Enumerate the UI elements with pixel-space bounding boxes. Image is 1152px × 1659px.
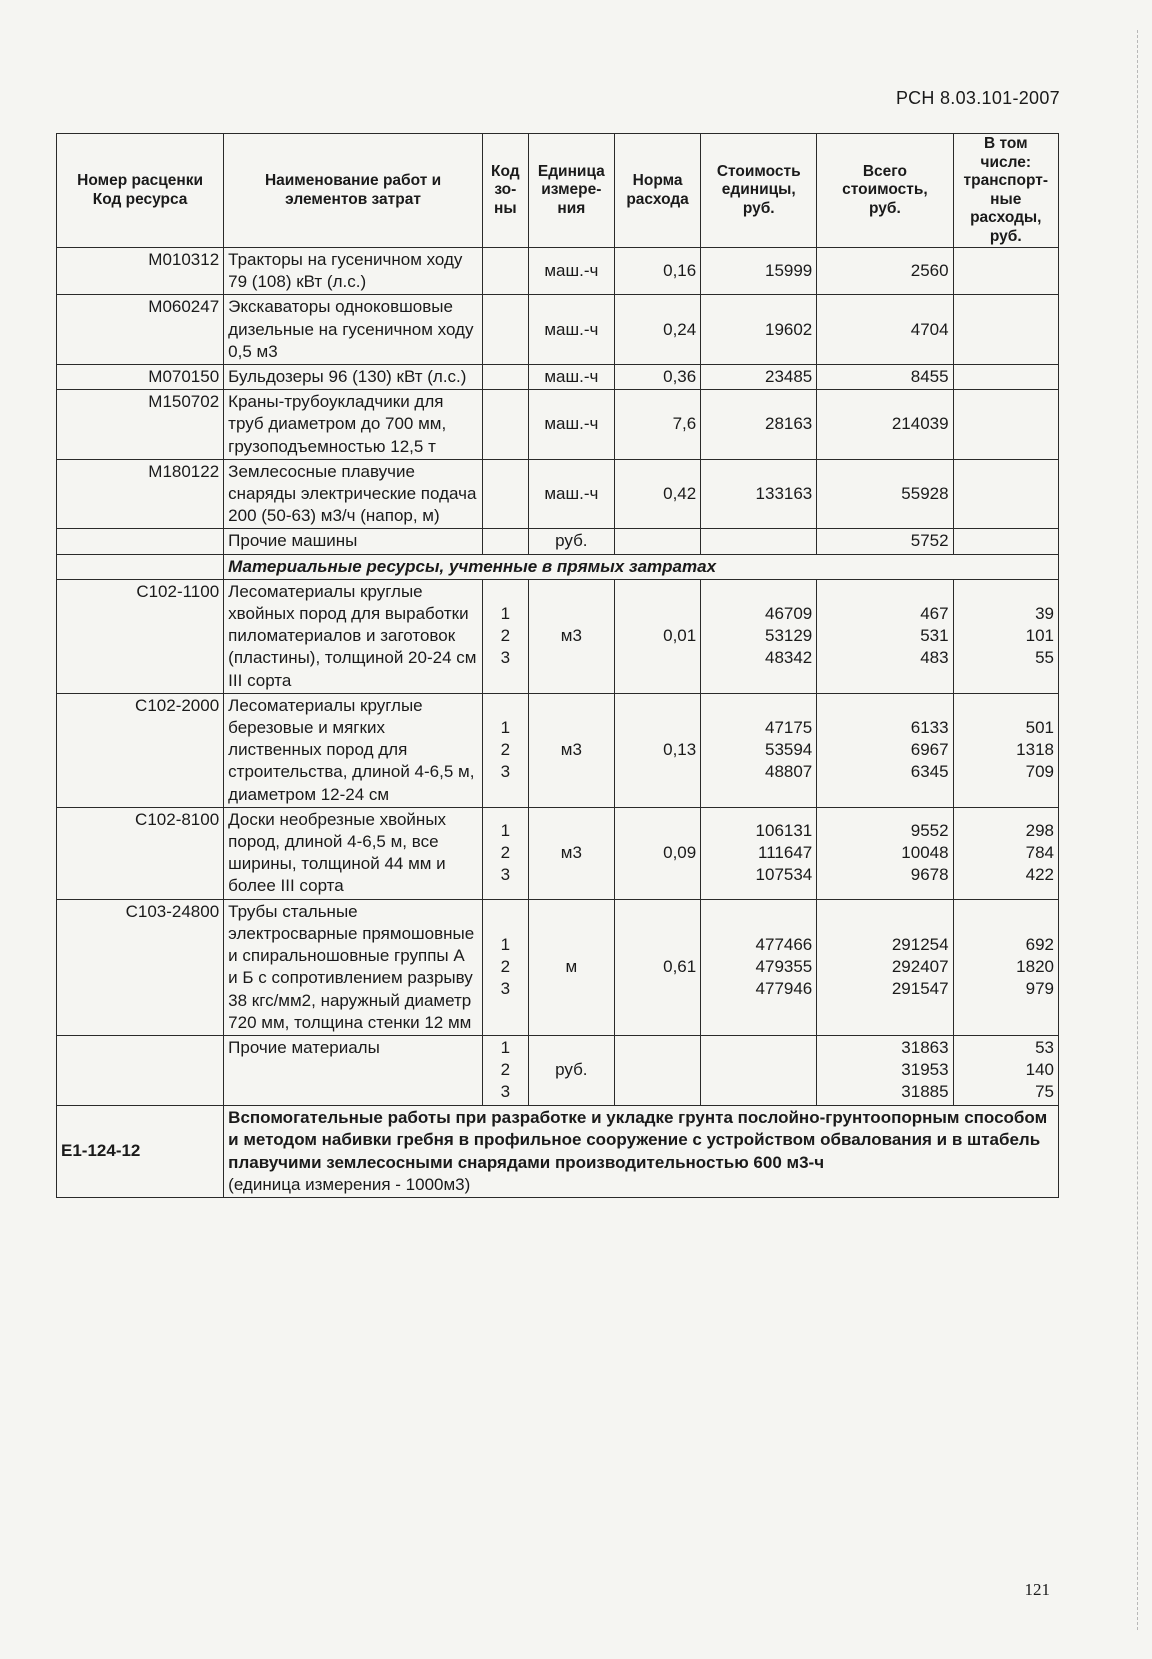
col-header-total: Всего стоимость, руб. [817,134,953,248]
table-row [57,693,1059,807]
consumption-rate [614,1035,700,1105]
unit: м3 [528,693,614,807]
resource-name: Землесосные плавучие снаряды электрические подача 200 (50-63) м3/ч (напор, м) [224,459,483,529]
total-cost: 55928 [817,459,953,529]
page-edge [1136,30,1138,1630]
resource-name: Трубы стальные электросварные прямошовные и спиральношовные группы А и Б с сопротивлением разрыву 38 кгс/мм2, наружный диаметр 720 мм, толщина стенки 12 мм [224,899,483,1035]
zone-code [482,248,528,295]
section-title: Материальные ресурсы, учтенные в прямых затратах [224,554,1059,579]
rate-description [224,1105,1059,1198]
transport-cost: 39 101 55 [953,579,1058,693]
rates-table [56,133,1059,1198]
resource-code: М010312 [57,248,224,295]
unit: маш.-ч [528,459,614,529]
table-row [57,248,1059,295]
resource-code: С102-2000 [57,693,224,807]
transport-cost: 501 1318 709 [953,693,1058,807]
resource-name: Тракторы на гусеничном ходу 79 (108) кВт (л.с.) [224,248,483,295]
unit: руб. [528,529,614,554]
col-header-zone: Код зо- ны [482,134,528,248]
zone-code: 1 2 3 [482,579,528,693]
col-header-unit: Единица измере- ния [528,134,614,248]
consumption-rate: 0,09 [614,807,700,899]
unit-cost: 23485 [701,365,817,390]
unit-cost: 477466 479355 477946 [701,899,817,1035]
zone-code: 1 2 3 [482,693,528,807]
resource-code: С103-24800 [57,899,224,1035]
resource-name: Бульдозеры 96 (130) кВт (л.с.) [224,365,483,390]
transport-cost [953,459,1058,529]
transport-cost [953,390,1058,460]
unit: маш.-ч [528,365,614,390]
consumption-rate: 0,16 [614,248,700,295]
unit-cost [701,529,817,554]
unit-cost: 19602 [701,295,817,365]
consumption-rate [614,529,700,554]
resource-name: Лесоматериалы круглые хвойных пород для выработки пиломатериалов и заготовок (пластины), толщиной 20-24 см III сорта [224,579,483,693]
unit: маш.-ч [528,248,614,295]
col-header-transport: В том числе: транспорт- ные расходы, руб. [953,134,1058,248]
resource-code: М180122 [57,459,224,529]
total-cost: 9552 10048 9678 [817,807,953,899]
table-row [57,899,1059,1035]
zone-code [482,390,528,460]
resource-code: М060247 [57,295,224,365]
zone-code [482,365,528,390]
zone-code: 1 2 3 [482,807,528,899]
unit-cost: 46709 53129 48342 [701,579,817,693]
resource-name: Краны-трубоукладчики для труб диаметром до 700 мм, грузоподъемностью 12,5 т [224,390,483,460]
resource-code [57,529,224,554]
unit: м [528,899,614,1035]
unit-cost: 106131 111647 107534 [701,807,817,899]
col-header-code: Номер расценки Код ресурса [57,134,224,248]
col-header-unit-cost: Стоимость единицы, руб. [701,134,817,248]
total-cost: 2560 [817,248,953,295]
transport-cost [953,529,1058,554]
resource-code: С102-1100 [57,579,224,693]
resource-name: Прочие материалы [224,1035,483,1105]
unit-cost [701,1035,817,1105]
rate-title: Вспомогательные работы при разработке и укладке грунта послойно-грунтоопорным способом и методом набивки гребня в профильное сооружение с устройством обвалования и в штабель плавучими землесосными снарядами производительностью 600 м3-ч [228,1107,1048,1172]
transport-cost: 298 784 422 [953,807,1058,899]
col-header-name: Наименование работ и элементов затрат [224,134,483,248]
unit-cost: 47175 53594 48807 [701,693,817,807]
unit: маш.-ч [528,390,614,460]
unit: м3 [528,807,614,899]
table-header-row [57,134,1059,248]
consumption-rate: 7,6 [614,390,700,460]
table-row [57,295,1059,365]
consumption-rate: 0,13 [614,693,700,807]
consumption-rate: 0,42 [614,459,700,529]
rate-code: Е1-124-12 [57,1105,224,1198]
transport-cost [953,248,1058,295]
resource-code: М070150 [57,365,224,390]
unit: руб. [528,1035,614,1105]
transport-cost [953,295,1058,365]
resource-name: Прочие машины [224,529,483,554]
zone-code [482,295,528,365]
transport-cost: 692 1820 979 [953,899,1058,1035]
consumption-rate: 0,01 [614,579,700,693]
total-cost: 5752 [817,529,953,554]
section-row [57,554,1059,579]
resource-code: С102-8100 [57,807,224,899]
resource-name: Лесоматериалы круглые березовые и мягких лиственных пород для строительства, длиной 4-6,5 м, диаметром 12-24 см [224,693,483,807]
table-row [57,1035,1059,1105]
resource-name: Экскаваторы одноковшовые дизельные на гусеничном ходу 0,5 м3 [224,295,483,365]
consumption-rate: 0,36 [614,365,700,390]
col-header-rate: Норма расхода [614,134,700,248]
table-row [57,807,1059,899]
rate-unit-note: (единица измерения - 1000м3) [228,1175,471,1195]
zone-code [482,529,528,554]
unit-cost: 15999 [701,248,817,295]
table-row [57,459,1059,529]
zone-code: 1 2 3 [482,1035,528,1105]
total-cost: 214039 [817,390,953,460]
next-rate-row [57,1105,1059,1198]
unit: м3 [528,579,614,693]
section-spacer [57,554,224,579]
consumption-rate: 0,24 [614,295,700,365]
total-cost: 4704 [817,295,953,365]
table-row [57,579,1059,693]
total-cost: 6133 6967 6345 [817,693,953,807]
unit-cost: 28163 [701,390,817,460]
total-cost: 291254 292407 291547 [817,899,953,1035]
total-cost: 467 531 483 [817,579,953,693]
document-code: РСН 8.03.101-2007 [895,88,1060,108]
consumption-rate: 0,61 [614,899,700,1035]
zone-code [482,459,528,529]
table-row [57,529,1059,554]
transport-cost: 53 140 75 [953,1035,1058,1105]
resource-code: М150702 [57,390,224,460]
unit-cost: 133163 [701,459,817,529]
transport-cost [953,365,1058,390]
total-cost: 31863 31953 31885 [817,1035,953,1105]
resource-code [57,1035,224,1105]
unit: маш.-ч [528,295,614,365]
total-cost: 8455 [817,365,953,390]
resource-name: Доски необрезные хвойных пород, длиной 4-6,5 м, все ширины, толщиной 44 мм и более III сорта [224,807,483,899]
table-row [57,365,1059,390]
page-number: 121 [1024,1580,1050,1599]
table-row [57,390,1059,460]
zone-code: 1 2 3 [482,899,528,1035]
